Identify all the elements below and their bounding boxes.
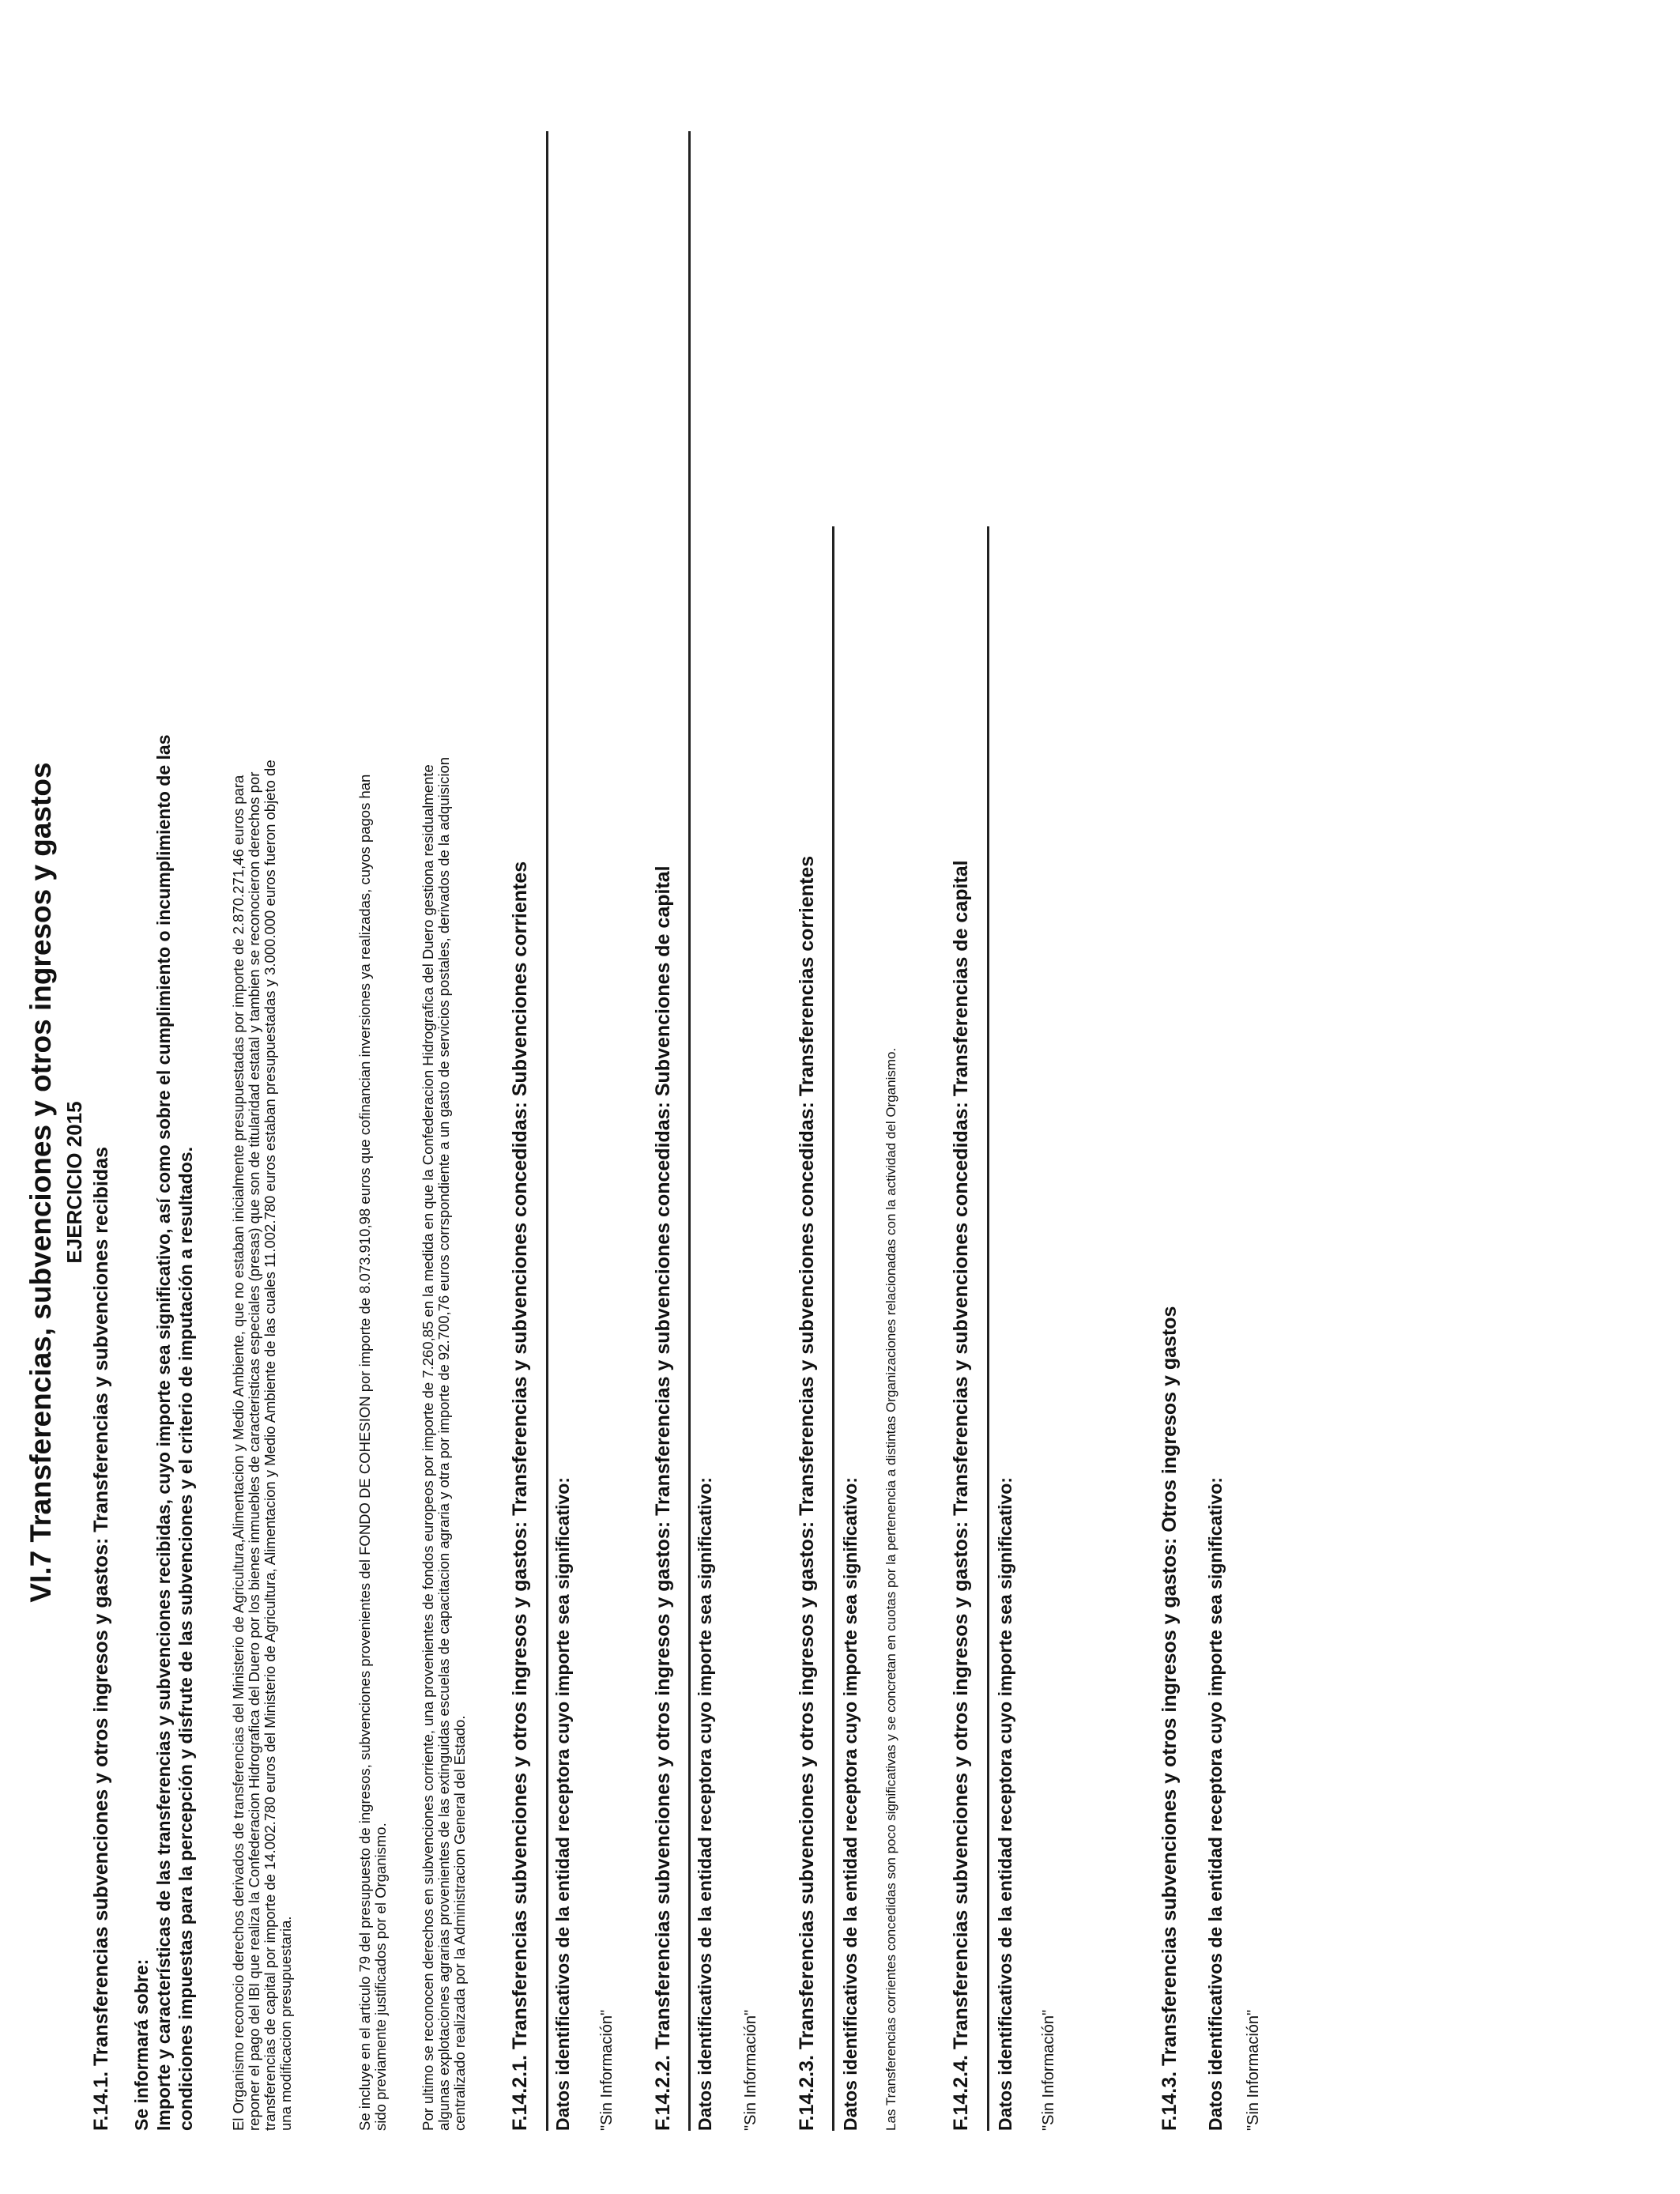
paragraph-transferencias-ministerio — [231, 760, 294, 2131]
section-heading-f14-3: F.14.3. Transferencias subvenciones y otros ingresos y gastos: Otros ingresos y gastos — [1158, 1306, 1181, 2131]
section-divider — [546, 131, 548, 2131]
datos-identificativos-label: Datos identificativos de la entidad receptora cuyo importe sea significativo: — [840, 1477, 861, 2131]
section-value: "Sin Información" — [598, 2009, 616, 2131]
datos-identificativos-label: Datos identificativos de la entidad receptora cuyo importe sea significativo: — [552, 1477, 573, 2131]
datos-identificativos-label: Datos identificativos de la entidad receptora cuyo importe sea significativo: — [695, 1477, 715, 2131]
paragraph-subvenciones-corriente — [420, 757, 468, 2131]
document-title: VI.7 Transferencias, subvenciones y otros ingresos y gastos — [24, 762, 57, 1603]
section-heading-f14-2-3: F.14.2.3. Transferencias subvenciones y otros ingresos y gastos: Transferencias y subvenciones concedidas: Transferencias corrientes — [796, 855, 818, 2131]
section-heading-f14-2-2: F.14.2.2. Transferencias subvenciones y otros ingresos y gastos: Transferencias y subvenciones concedidas: Subvenciones de capital — [652, 865, 674, 2131]
section-value: "Sin Información" — [742, 2009, 759, 2131]
importe-description-line-1: Importe y características de las transferencias y subvenciones recibidas, cuyo importe sea significativo, así como sobre el cumplimiento o incumplimiento de las — [153, 734, 174, 2131]
paragraph-line: algunas explotaciones agrarias provenientes de las extinguidas escuelas de capacitacion agraria y otra por importe de 92.700,76 euros corrspondiente a un gasto de servicios postales, derivados de la adquisicion — [435, 756, 452, 2131]
paragraph-fondo-cohesion — [357, 775, 389, 2131]
paragraph-line: una modificacion presupuestaria. — [277, 1916, 294, 2131]
paragraph-line: El Organismo reconocio derechos derivados de transferencias del Ministerio de Agricultura,Alimentacion y Medio Ambiente, que no estaban inicialmente presupuestadas por importe de 2.870.271,46 euros para — [230, 775, 247, 2131]
paragraph-line: centralizado realizada por la Administracion General del Estado. — [451, 1715, 468, 2131]
section-heading-f14-2-4: F.14.2.4. Transferencias subvenciones y otros ingresos y gastos: Transferencias y subvenciones concedidas: Transferencias de capital — [950, 860, 972, 2131]
document-subtitle: EJERCICIO 2015 — [62, 1101, 86, 1264]
section-value: Las Transferencias corrientes concedidas son poco significativas y se concretan en cuotas por la pertenencia a distintas Organizaciones relacionadas con la actividad del Organismo. — [883, 1047, 898, 2131]
paragraph-line: sido previamente justificados por el Organismo. — [372, 1823, 389, 2131]
paragraph-line: reponer el pago del IBI que realiza la Confederacion Hidrografica del Duero por los bienes inmuebles de caracteristicas especiales (presas) que son de titularidad estatal y tambien se reconocieron derechos por — [246, 771, 262, 2131]
section-heading-f14-1: F.14.1. Transferencias subvenciones y otros ingresos y gastos: Transferencias y subvenciones recibidas — [90, 1147, 112, 2131]
datos-identificativos-label: Datos identificativos de la entidad receptora cuyo importe sea significativo: — [995, 1477, 1015, 2131]
section-value: "Sin Información" — [1245, 2009, 1262, 2131]
paragraph-line: Se incluye en el articulo 79 del presupuesto de ingresos, subvenciones provenientes del FONDO DE COHESION por importe de 8.073.910,98 euros que cofinancian inversiones ya realizadas, cuyos pagos han — [356, 774, 373, 2131]
section-divider — [688, 131, 691, 2131]
importe-description-line-2: condiciones impuestas para la percepción y disfrute de las subvenciones y el criterio de imputación a resultados. — [175, 1147, 196, 2131]
section-divider — [832, 526, 834, 2131]
informara-label: Se informará sobre: — [131, 1958, 152, 2131]
section-heading-f14-2-1: F.14.2.1. Transferencias subvenciones y otros ingresos y gastos: Transferencias y subvenciones concedidas: Subvenciones corrientes — [509, 861, 531, 2131]
paragraph-line: transferencias de capital por importe de 14.002.780 euros del Ministerio de Agricultura, Alimentacion y Medio Ambiente de las cuales 11.002.780 euros estaban presupuestadas y 3.000.000 euros fueron objeto de — [262, 760, 278, 2131]
datos-identificativos-label: Datos identificativos de la entidad receptora cuyo importe sea significativo: — [1205, 1477, 1226, 2131]
paragraph-line: Por ultimo se reconocen derechos en subvenciones corriente, una provenientes de fondos europeos por importe de 7.260,85 en la medida en que la Confederacion Hidrografica del Duero gestiona residualmente — [420, 764, 436, 2131]
section-divider — [987, 526, 989, 2131]
section-value: "Sin Información" — [1040, 2009, 1057, 2131]
